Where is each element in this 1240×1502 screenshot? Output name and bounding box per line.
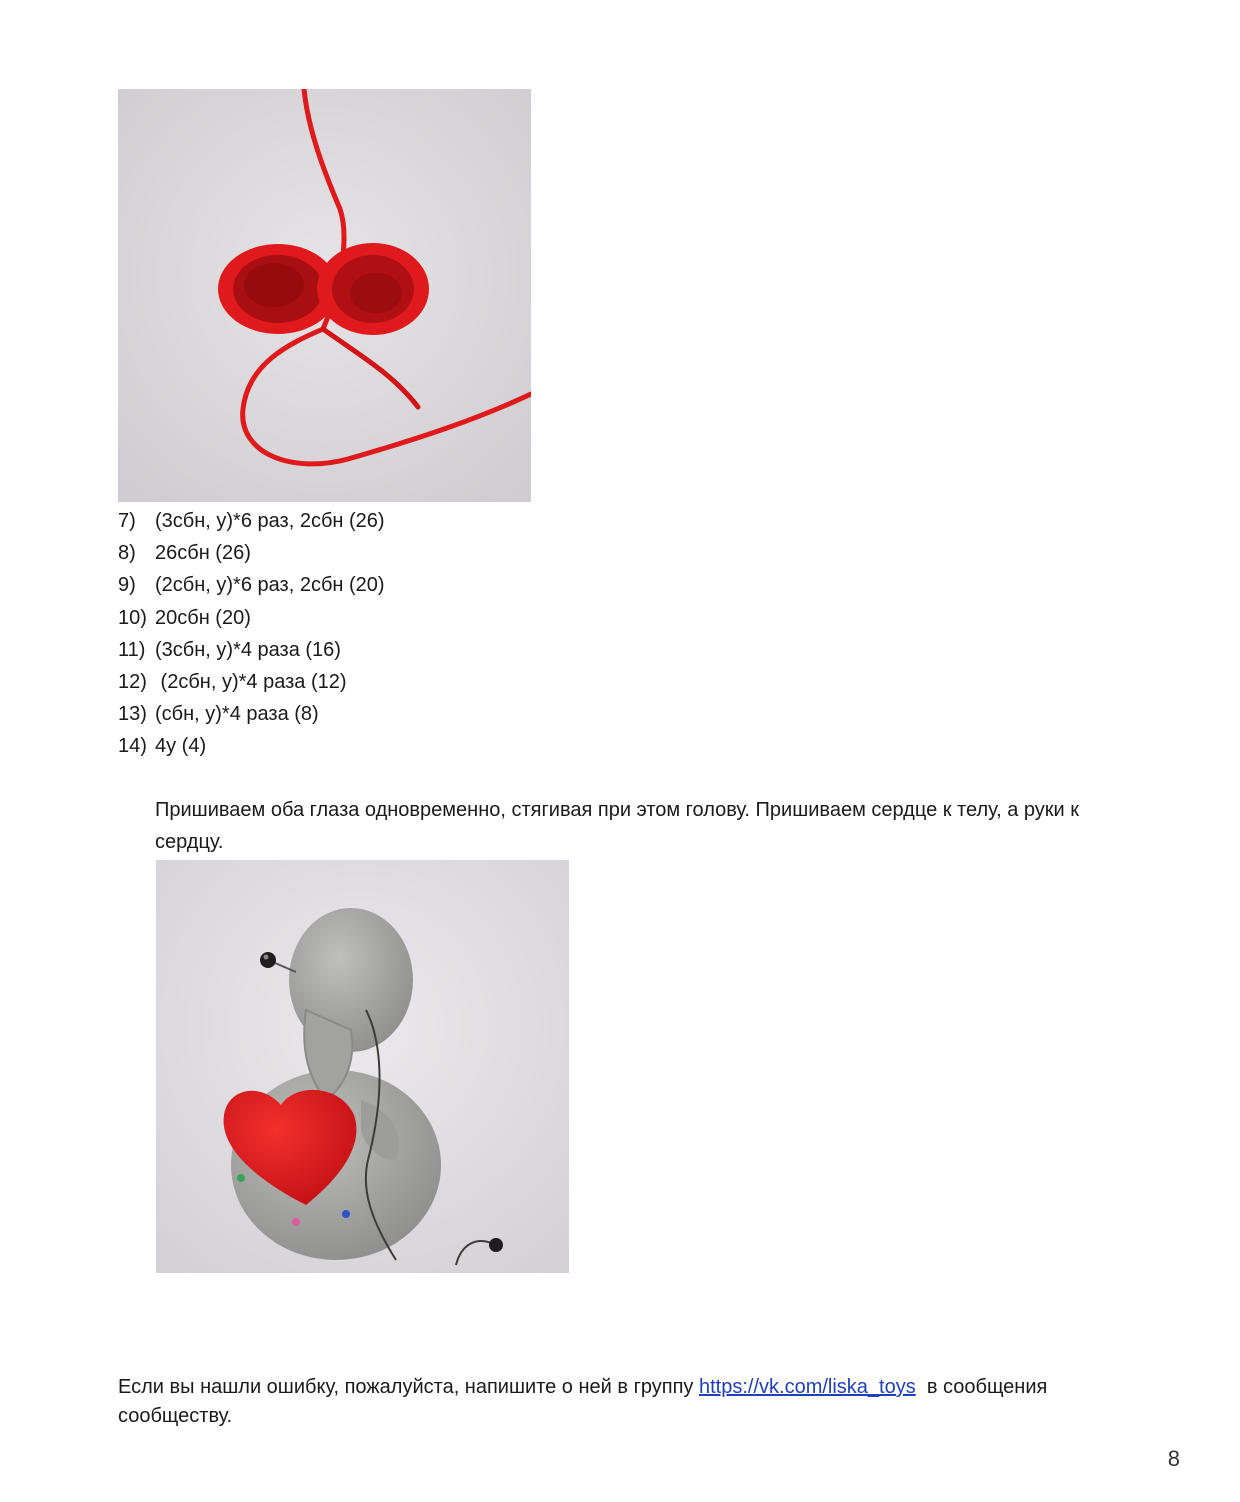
step-number: 14) bbox=[118, 735, 147, 758]
assembly-note: Пришиваем оба глаза одновременно, стягивая при этом голову. Пришиваем сердце к телу, а руки к сердцу. bbox=[155, 799, 1080, 853]
step-text: (сбн, у)*4 раза (8) bbox=[155, 703, 319, 726]
list-item bbox=[118, 634, 385, 666]
step-text: (3сбн, у)*6 раз, 2сбн (26) bbox=[155, 510, 385, 532]
step-number: 8) bbox=[118, 542, 136, 565]
photo-red-crochet-pieces bbox=[118, 89, 531, 502]
list-item bbox=[118, 730, 385, 762]
step-number: 7) bbox=[118, 510, 136, 532]
list-item bbox=[118, 698, 385, 730]
step-number: 12) bbox=[118, 670, 147, 693]
step-number: 10) bbox=[118, 606, 147, 629]
footer-note bbox=[118, 1373, 1128, 1431]
page-number: 8 bbox=[1167, 1446, 1180, 1471]
step-number: 13) bbox=[118, 703, 147, 726]
step-text: 4у (4) bbox=[155, 735, 207, 758]
list-item bbox=[118, 569, 385, 601]
step-text: 20сбн (20) bbox=[155, 606, 251, 629]
step-text: 26сбн (26) bbox=[155, 542, 251, 565]
vk-group-link[interactable]: https://vk.com/liska_toys bbox=[698, 1376, 916, 1398]
list-item bbox=[118, 666, 385, 698]
list-item bbox=[118, 505, 385, 537]
row-instructions-list bbox=[118, 505, 385, 763]
step-number: 11) bbox=[118, 638, 146, 661]
footer-text-after: в сообщения сообществу. bbox=[118, 1376, 1053, 1427]
step-text: (3сбн, у)*4 раза (16) bbox=[155, 638, 341, 661]
footer-text-before: Если вы нашли ошибку, пожалуйста, напишите о ней в группу bbox=[118, 1376, 699, 1398]
list-item bbox=[118, 537, 385, 569]
photo-gray-toy-with-heart bbox=[156, 860, 569, 1273]
step-text: (2сбн, у)*6 раз, 2сбн (20) bbox=[155, 574, 385, 597]
step-number: 9) bbox=[118, 574, 136, 597]
step-text: (2сбн, у)*4 раза (12) bbox=[155, 670, 347, 693]
list-item bbox=[118, 602, 385, 634]
